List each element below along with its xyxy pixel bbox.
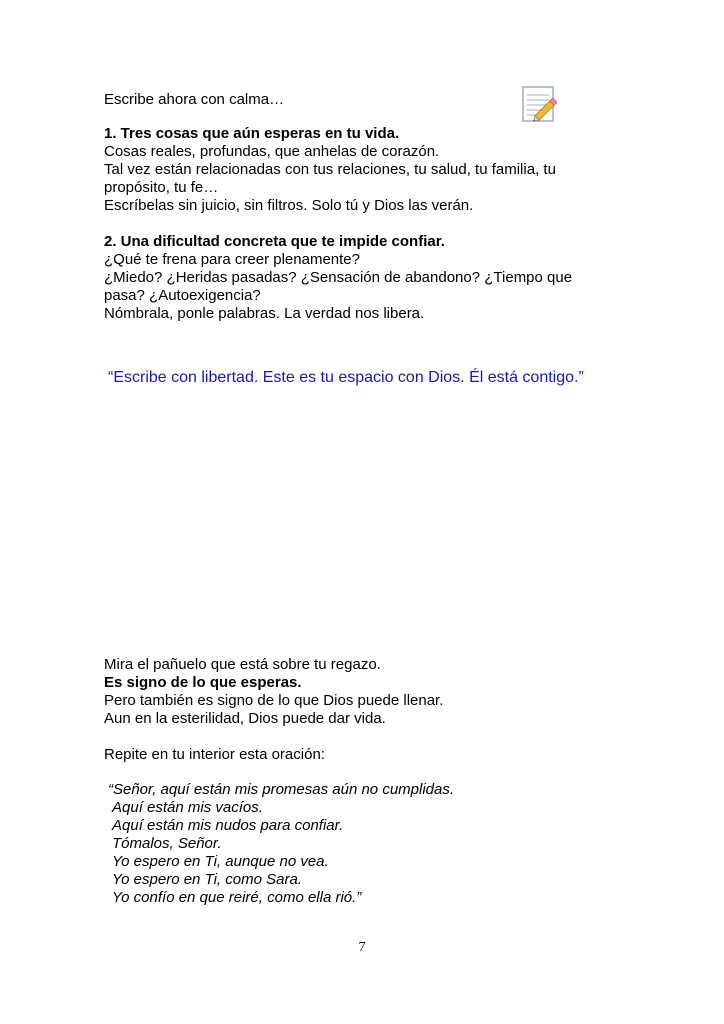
page-number: 7 xyxy=(358,940,366,955)
section1-line: Cosas reales, profundas, que anhelas de corazón. xyxy=(104,143,440,160)
notepad-pencil-icon xyxy=(521,84,563,126)
prayer-line: Yo espero en Ti, aunque no vea. xyxy=(112,853,329,870)
section2-line: Nómbrala, ponle palabras. La verdad nos libera. xyxy=(104,305,425,322)
prayer-line: Yo espero en Ti, como Sara. xyxy=(112,871,302,888)
prayer-line: Tómalos, Señor. xyxy=(112,835,222,852)
reflection-emphasis: Es signo de lo que esperas. xyxy=(104,674,302,691)
prayer-intro: Repite en tu interior esta oración: xyxy=(104,746,325,763)
prayer-line: “Señor, aquí están mis promesas aún no cumplidas. xyxy=(108,781,455,798)
section2-line: ¿Miedo? ¿Heridas pasadas? ¿Sensación de abandono? ¿Tiempo que xyxy=(104,269,573,286)
prayer-line: Aquí están mis vacíos. xyxy=(112,799,263,816)
section1-heading: 1. Tres cosas que aún esperas en tu vida. xyxy=(104,125,400,142)
prayer-line: Aquí están mis nudos para confiar. xyxy=(112,817,344,834)
section1-line: Tal vez están relacionadas con tus relaciones, tu salud, tu familia, tu xyxy=(104,161,556,178)
reflection-line: Mira el pañuelo que está sobre tu regazo. xyxy=(104,656,381,673)
intro-text: Escribe ahora con calma… xyxy=(104,91,285,108)
section1-line: Escríbelas sin juicio, sin filtros. Solo tú y Dios las verán. xyxy=(104,197,474,214)
section2-line: pasa? ¿Autoexigencia? xyxy=(104,287,261,304)
reflection-line: Aun en la esterilidad, Dios puede dar vida. xyxy=(104,710,386,727)
encouragement-quote: “Escribe con libertad. Este es tu espacio con Dios. Él está contigo.” xyxy=(108,369,584,386)
section2-line: ¿Qué te frena para creer plenamente? xyxy=(104,251,360,268)
prayer-line: Yo confío en que reiré, como ella rió.” xyxy=(112,889,362,906)
section1-line: propósito, tu fe… xyxy=(104,179,219,196)
section2-heading: 2. Una dificultad concreta que te impide confiar. xyxy=(104,233,445,250)
reflection-line: Pero también es signo de lo que Dios puede llenar. xyxy=(104,692,444,709)
